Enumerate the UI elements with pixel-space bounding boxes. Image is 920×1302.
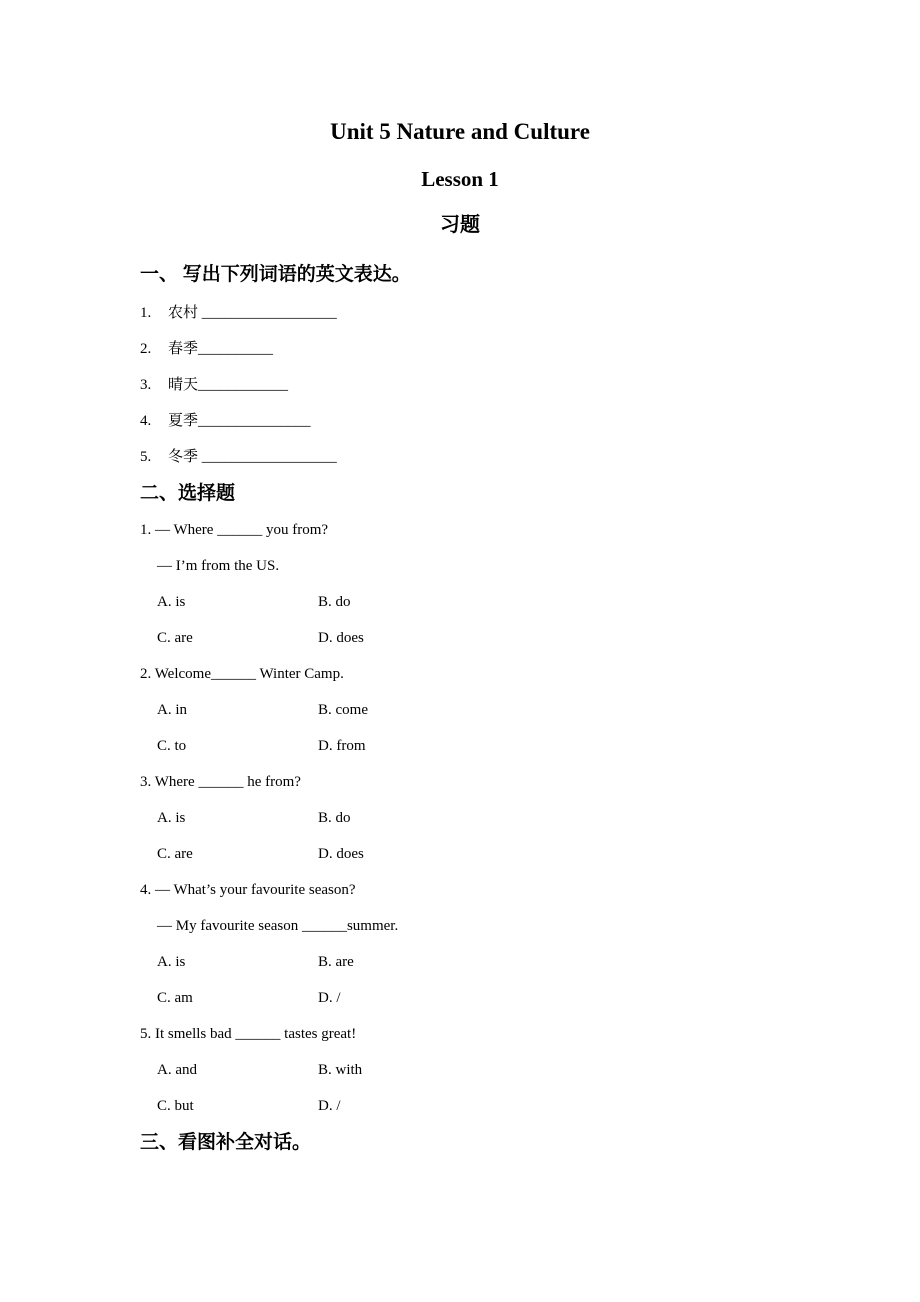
- option-c: C. am: [157, 990, 193, 1007]
- option-row: [140, 620, 780, 656]
- option-b: B. do: [318, 810, 351, 827]
- option-a: A. in: [157, 702, 187, 719]
- option-a: A. and: [157, 1062, 197, 1079]
- vocab-item-text: 农村 __________________: [168, 304, 337, 321]
- question-text: 3. Where ______ he from?: [140, 774, 301, 791]
- option-d: D. does: [318, 630, 364, 647]
- section-3-heading: 三、看图补全对话。: [140, 1132, 312, 1154]
- option-row: [140, 692, 780, 728]
- question-5: [140, 1016, 780, 1124]
- question-2: [140, 656, 780, 764]
- option-row: [140, 584, 780, 620]
- vocab-item-text: 晴天____________: [168, 376, 289, 393]
- section-2-heading: 二、选择题: [140, 482, 236, 504]
- vocab-item-number: 1.: [140, 304, 152, 321]
- option-d: D. does: [318, 846, 364, 863]
- option-b: B. come: [318, 702, 368, 719]
- vocab-item-text: 冬季 __________________: [168, 448, 337, 465]
- option-c: C. are: [157, 630, 193, 647]
- vocab-item-text: 夏季_______________: [168, 412, 311, 429]
- vocab-item-number: 2.: [140, 340, 152, 357]
- option-row: [140, 836, 780, 872]
- option-a: A. is: [157, 594, 186, 611]
- option-row: [140, 800, 780, 836]
- vocab-item-number: 4.: [140, 412, 152, 429]
- question-answer-line: — I’m from the US.: [157, 558, 280, 575]
- exercise-title: 习题: [440, 214, 480, 236]
- option-b: B. do: [318, 594, 351, 611]
- option-c: C. to: [157, 738, 187, 755]
- vocab-item: [140, 295, 780, 331]
- vocab-item: [140, 331, 780, 367]
- vocab-item: [140, 367, 780, 403]
- option-c: C. but: [157, 1098, 194, 1115]
- option-a: A. is: [157, 954, 186, 971]
- option-b: B. are: [318, 954, 354, 971]
- vocab-item: [140, 403, 780, 439]
- vocab-item-number: 3.: [140, 376, 152, 393]
- question-text: 5. It smells bad ______ tastes great!: [140, 1026, 357, 1043]
- option-row: [140, 980, 780, 1016]
- question-1: [140, 512, 780, 656]
- question-answer-line: — My favourite season ______summer.: [157, 918, 399, 935]
- option-d: D. from: [318, 738, 366, 755]
- question-3: [140, 764, 780, 872]
- vocab-item: [140, 439, 780, 475]
- option-c: C. are: [157, 846, 193, 863]
- question-text: 1. — Where ______ you from?: [140, 522, 329, 539]
- option-a: A. is: [157, 810, 186, 827]
- vocab-list: [140, 295, 780, 475]
- section-1-heading: 一、 写出下列词语的英文表达。: [140, 264, 411, 285]
- option-row: [140, 1052, 780, 1088]
- page-title: Unit 5 Nature and Culture: [330, 119, 590, 144]
- option-row: [140, 944, 780, 980]
- option-row: [140, 1088, 780, 1124]
- question-4: [140, 872, 780, 1016]
- question-text: 2. Welcome______ Winter Camp.: [140, 666, 344, 683]
- option-d: D. /: [318, 1098, 341, 1115]
- vocab-item-number: 5.: [140, 448, 152, 465]
- option-row: [140, 728, 780, 764]
- lesson-title: Lesson 1: [421, 166, 499, 191]
- vocab-item-text: 春季__________: [168, 340, 274, 357]
- question-text: 4. — What’s your favourite season?: [140, 882, 356, 899]
- option-b: B. with: [318, 1062, 363, 1079]
- option-d: D. /: [318, 990, 341, 1007]
